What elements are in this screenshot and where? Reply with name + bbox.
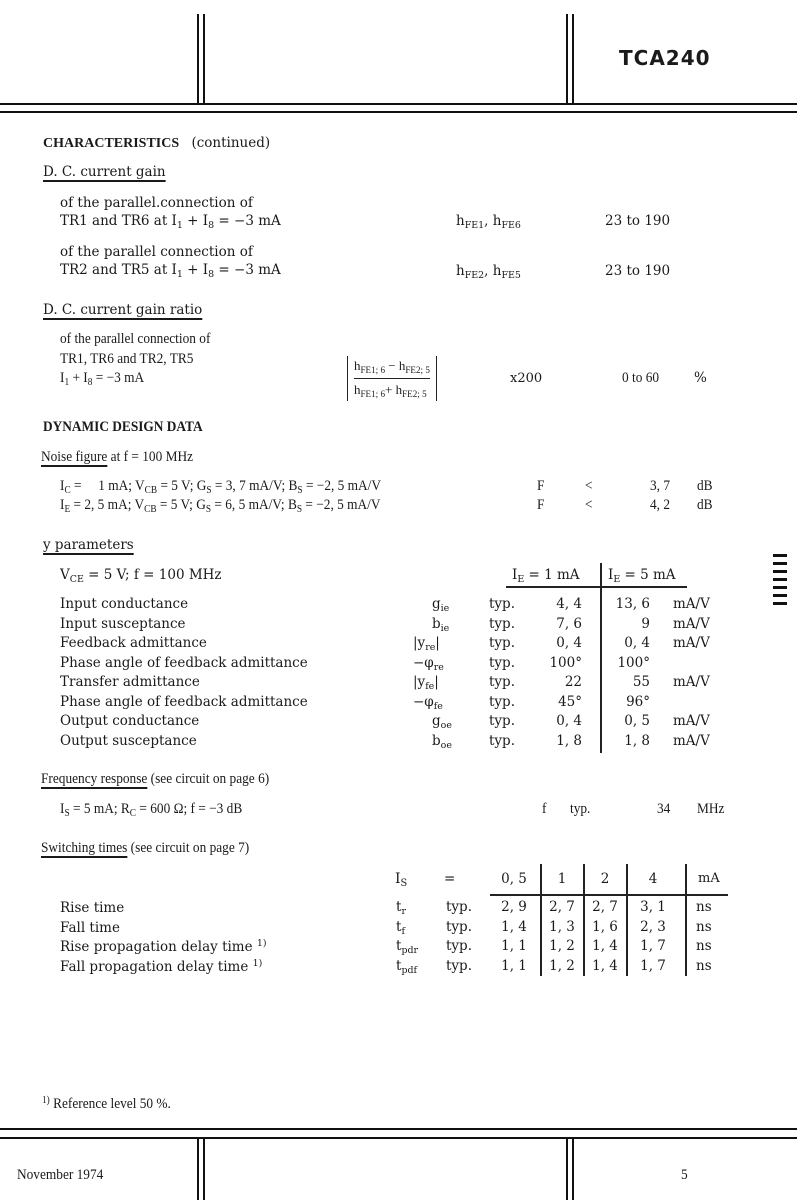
- formula-sub: FE1; 6: [360, 389, 386, 399]
- footer-frame-line: [566, 1137, 568, 1200]
- symbol-text: |y: [413, 635, 426, 651]
- header-text: = 1 mA: [524, 567, 580, 583]
- switching-header-rule: [490, 894, 728, 896]
- y-param-symbol: [413, 655, 453, 673]
- cond-sub: 1: [176, 220, 183, 231]
- heading-tail: (see circuit on page 7): [127, 840, 250, 856]
- dynamic-title: [43, 419, 216, 436]
- footnote-ref: 1): [256, 938, 267, 949]
- y-param-row: [0, 616, 797, 635]
- y-param-row: [0, 694, 797, 713]
- frequency-response-condition: [60, 801, 242, 819]
- switching-unit: ns: [696, 957, 712, 974]
- y-param-unit: mA/V: [673, 635, 710, 651]
- y-param-value-5ma: 0, 5: [624, 713, 650, 729]
- symbol-text: h: [456, 263, 465, 279]
- switching-value: 2, 3: [640, 918, 666, 935]
- symbol-sub: f: [401, 925, 405, 937]
- cond-text: V: [60, 567, 70, 583]
- symbol-text: h: [456, 213, 465, 229]
- cond-sub: C: [64, 485, 71, 496]
- y-param-label: Input susceptance: [60, 615, 186, 632]
- y-param-typ: typ.: [489, 654, 515, 671]
- dc-gain-ratio-line3: [60, 370, 144, 388]
- y-param-label: Output susceptance: [60, 732, 197, 749]
- symbol-sub: fe: [433, 700, 443, 712]
- cond-text: = 3, 7 mA/V; B: [211, 478, 298, 494]
- label-text: Fall time: [60, 919, 120, 936]
- symbol-sub: re: [433, 661, 444, 673]
- formula-multiplier: x200: [510, 371, 543, 386]
- y-param-value-1ma: 22: [564, 674, 582, 690]
- noise-row-2-unit: dB: [697, 497, 713, 513]
- y-param-value-1ma: 7, 6: [556, 615, 582, 632]
- cond-text: I: [60, 478, 65, 494]
- frequency-response-heading: [41, 771, 269, 788]
- switching-value: 1, 6: [592, 918, 618, 935]
- switching-row: [0, 919, 797, 938]
- y-param-value-1ma: 100°: [549, 654, 582, 671]
- dc-gain-row-2-symbol: [456, 263, 521, 281]
- formula-text: h: [354, 358, 361, 373]
- symbol-text: g: [432, 596, 441, 612]
- noise-row-1-rel: <: [585, 478, 593, 494]
- formula-text: + h: [385, 382, 403, 397]
- y-param-label: Phase angle of feedback admittance: [60, 693, 308, 710]
- symbol-sub: r: [401, 906, 406, 917]
- tab-mark: [773, 554, 787, 557]
- y-param-value-5ma: 55: [632, 674, 650, 690]
- y-param-symbol: [413, 674, 453, 692]
- switching-header-unit: mA: [698, 871, 720, 886]
- switching-value: 1, 1: [501, 957, 527, 974]
- y-param-symbol: [432, 733, 472, 751]
- cond-text: = 600 Ω; f = −3 dB: [136, 801, 243, 817]
- switching-row: [0, 958, 797, 977]
- formula-text: h: [354, 382, 361, 397]
- footer-frame-line: [572, 1137, 574, 1200]
- footer-frame-line: [203, 1137, 205, 1200]
- cond-text: = 5 mA; R: [69, 801, 130, 817]
- cond-sub: CB: [144, 504, 157, 515]
- y-param-row: [0, 733, 797, 752]
- switching-value: 2, 7: [549, 899, 575, 915]
- switching-column-header: 4: [648, 871, 658, 887]
- cond-text: = 1 mA; V: [70, 478, 145, 494]
- cond-text: = 2, 5 mA; V: [70, 497, 145, 513]
- footnote: [42, 1095, 171, 1113]
- tab-mark: [773, 586, 787, 589]
- formula-numerator: [354, 356, 430, 379]
- cond-text: + I: [182, 213, 209, 229]
- symbol-sub: oe: [440, 739, 452, 751]
- y-param-typ: typ.: [489, 713, 515, 729]
- switching-symbol: [396, 919, 405, 937]
- y-param-unit: mA/V: [673, 674, 710, 690]
- y-param-value-5ma: 0, 4: [624, 635, 650, 651]
- switching-value: 1, 4: [501, 918, 527, 935]
- symbol-text: |y: [413, 674, 426, 690]
- header-text: = 5 mA: [620, 567, 676, 583]
- switching-value: 1, 7: [640, 938, 666, 954]
- cond-text: I: [60, 370, 65, 386]
- cond-text: = 5 V; G: [156, 497, 206, 513]
- cond-sub: 1: [64, 377, 70, 388]
- formula-sub: FE2; 5: [402, 389, 427, 399]
- symbol-sub: FE5: [501, 270, 521, 281]
- switching-label: [60, 938, 267, 955]
- symbol-sub: pdf: [401, 964, 418, 976]
- switching-column-header: 0, 5: [501, 871, 527, 887]
- heading-tail: (see circuit on page 6): [147, 771, 270, 787]
- symbol-text: t: [396, 938, 402, 954]
- switching-unit: ns: [696, 938, 712, 954]
- y-param-value-5ma: 9: [641, 615, 650, 632]
- symbol-text: |: [434, 674, 439, 690]
- switching-value: 1, 4: [592, 938, 618, 954]
- switching-typ: typ.: [446, 938, 472, 954]
- cond-sub: S: [64, 808, 70, 819]
- label-text: Rise propagation delay time: [60, 939, 257, 955]
- noise-row-2-condition: [60, 497, 380, 515]
- footer-rule: [0, 1137, 797, 1139]
- dc-gain-row-1-symbol: [456, 213, 521, 231]
- y-param-row: [0, 635, 797, 654]
- tab-mark: [773, 578, 787, 581]
- y-col-header-1: [512, 567, 580, 585]
- dc-gain-row-1-value: 23 to 190: [605, 213, 671, 229]
- switching-typ: typ.: [446, 899, 472, 915]
- dc-gain-row-2-line2: [60, 262, 281, 280]
- header-rule: [0, 111, 797, 113]
- y-param-unit: mA/V: [673, 596, 710, 612]
- dc-gain-ratio-unit: %: [694, 370, 707, 386]
- noise-row-2-rel: <: [585, 497, 593, 513]
- y-param-value-1ma: 0, 4: [556, 713, 582, 729]
- cond-sub: S: [205, 504, 212, 515]
- cond-text: I: [60, 497, 65, 513]
- cond-text: = −3 mA: [92, 370, 145, 386]
- heading-text: Switching times: [41, 840, 128, 856]
- heading-text: Noise figure: [41, 449, 108, 465]
- dc-gain-row-2-value: 23 to 190: [605, 263, 671, 279]
- y-param-typ: typ.: [489, 732, 515, 749]
- y-param-typ: typ.: [489, 693, 515, 710]
- switching-value: 1, 1: [501, 938, 527, 954]
- symbol-text: t: [396, 918, 402, 935]
- switching-header-eq: =: [444, 871, 456, 887]
- y-param-value-5ma: 100°: [617, 654, 650, 671]
- header-sub: E: [613, 574, 621, 585]
- header-text: I: [395, 871, 401, 887]
- characteristics-title: [43, 135, 270, 152]
- switching-value: 1, 2: [549, 957, 575, 974]
- dc-gain-row-1-line1: of the parallel.connection of: [60, 195, 253, 211]
- noise-row-1-symbol: F: [537, 478, 545, 494]
- noise-row-1-value: 3, 7: [650, 478, 671, 494]
- switching-value: 2, 9: [501, 899, 527, 915]
- switching-header-symbol: [395, 871, 407, 889]
- y-param-unit: mA/V: [673, 713, 710, 729]
- switching-value: 3, 1: [640, 899, 666, 915]
- cond-sub: 8: [87, 377, 93, 388]
- switching-unit: ns: [696, 899, 712, 915]
- y-param-symbol: [432, 616, 472, 634]
- dc-gain-row-1-line2: [60, 213, 281, 231]
- switching-symbol: [396, 938, 418, 956]
- y-param-label: Transfer admittance: [60, 674, 200, 690]
- cond-text: = 6, 5 mA/V; B: [211, 497, 297, 513]
- switching-label: [60, 919, 120, 936]
- label-text: Rise time: [60, 900, 125, 916]
- y-param-unit: mA/V: [673, 732, 710, 749]
- y-param-unit: mA/V: [673, 615, 710, 632]
- part-number: TCA240: [619, 46, 711, 70]
- cond-text: = −2, 5 mA/V: [302, 497, 381, 513]
- footnote-text: Reference level 50 %.: [49, 1096, 171, 1112]
- y-param-value-5ma: 1, 8: [624, 732, 650, 749]
- frequency-response-value: 34: [657, 801, 671, 817]
- switching-typ: typ.: [446, 918, 472, 935]
- dc-gain-ratio-value: 0 to 60: [622, 370, 660, 386]
- symbol-sub: FE2: [464, 270, 485, 281]
- switching-label: [60, 899, 124, 916]
- cond-sub: C: [129, 808, 137, 819]
- noise-row-1-condition: [60, 478, 381, 496]
- header-sub: S: [400, 878, 408, 889]
- y-param-label: Feedback admittance: [60, 635, 207, 651]
- tab-mark: [773, 594, 787, 597]
- gain-ratio-formula: [347, 356, 437, 401]
- section-title: DYNAMIC DESIGN DATA: [43, 419, 203, 435]
- cond-text: + I: [69, 370, 88, 386]
- header-rule: [0, 103, 797, 105]
- switching-symbol: [396, 958, 417, 976]
- y-col-header-2: [608, 567, 676, 585]
- y-parameters-heading: y parameters: [43, 537, 134, 553]
- symbol-sub: pdr: [401, 945, 419, 956]
- header-text: I: [608, 567, 614, 583]
- y-table-header-rule: [506, 586, 687, 588]
- dc-gain-row-2-line1: of the parallel connection of: [60, 244, 253, 260]
- header-frame-line: [572, 14, 574, 103]
- y-param-value-5ma: 13, 6: [615, 596, 650, 612]
- symbol-text: , h: [484, 263, 502, 279]
- switching-value: 1, 2: [549, 938, 575, 954]
- dc-gain-ratio-heading: D. C. current gain ratio: [43, 302, 203, 318]
- page-number: 5: [681, 1167, 688, 1183]
- heading-text: Frequency response: [41, 771, 148, 787]
- switching-unit: ns: [696, 918, 712, 935]
- tab-mark: [773, 562, 787, 565]
- symbol-text: −φ: [413, 693, 434, 710]
- y-param-symbol: [432, 596, 472, 614]
- footer-frame-line: [197, 1137, 199, 1200]
- symbol-text: t: [396, 899, 402, 915]
- cond-text: TR1 and TR6 at I: [60, 213, 177, 229]
- switching-times-heading: [41, 840, 249, 857]
- y-parameters-condition: [60, 567, 222, 585]
- symbol-sub: FE6: [501, 220, 521, 231]
- y-param-label: Phase angle of feedback admittance: [60, 654, 308, 671]
- switching-label: [60, 958, 262, 975]
- cond-text: = −3 mA: [214, 262, 281, 278]
- frequency-response-unit: MHz: [697, 801, 725, 817]
- cond-text: + I: [182, 262, 209, 278]
- label-text: Fall propagation delay time: [60, 958, 253, 975]
- section-title: CHARACTERISTICS: [43, 136, 180, 151]
- cond-text: = −3 mA: [214, 213, 281, 229]
- cond-sub: S: [206, 485, 212, 496]
- y-param-value-1ma: 1, 8: [556, 732, 582, 749]
- switching-row: [0, 899, 797, 918]
- formula-text: − h: [385, 358, 406, 373]
- tab-mark: [773, 570, 787, 573]
- y-param-label: Output conductance: [60, 713, 200, 729]
- footer-date: November 1974: [17, 1167, 104, 1183]
- symbol-text: |: [435, 635, 440, 651]
- switching-value: 1, 7: [640, 957, 666, 974]
- symbol-sub: ie: [440, 603, 450, 614]
- cond-text: = 5 V; G: [157, 478, 207, 494]
- noise-row-2-symbol: F: [537, 497, 545, 513]
- symbol-sub: re: [425, 642, 436, 653]
- header-text: I: [512, 567, 518, 583]
- switching-typ: typ.: [446, 957, 472, 974]
- y-param-value-1ma: 4, 4: [556, 596, 582, 612]
- cond-sub: CB: [144, 485, 158, 496]
- switching-column-header: 2: [600, 871, 610, 887]
- y-param-typ: typ.: [489, 635, 515, 651]
- noise-row-1-unit: dB: [697, 478, 713, 494]
- cond-text: = 5 V; f = 100 MHz: [83, 567, 222, 583]
- formula-sub: FE1; 6: [360, 365, 386, 375]
- switching-symbol: [396, 899, 406, 917]
- cond-sub: CE: [69, 574, 84, 585]
- symbol-text: t: [396, 957, 402, 974]
- cond-sub: 1: [176, 269, 183, 280]
- frequency-response-symbol: f: [542, 801, 547, 817]
- frequency-response-typ: typ.: [570, 801, 591, 817]
- footnote-ref: 1): [252, 957, 263, 969]
- y-param-row: [0, 674, 797, 693]
- symbol-sub: fe: [425, 681, 435, 692]
- y-param-value-5ma: 96°: [626, 693, 650, 710]
- dc-gain-ratio-line2: TR1, TR6 and TR2, TR5: [60, 351, 194, 367]
- header-frame-line: [566, 14, 568, 103]
- cond-sub: 8: [208, 269, 215, 280]
- y-param-symbol: [413, 694, 453, 712]
- continued-label: (continued): [191, 135, 271, 151]
- switching-column-header: 1: [557, 871, 567, 887]
- cond-sub: E: [64, 504, 71, 515]
- footer-rule: [0, 1128, 797, 1130]
- header-frame-line: [203, 14, 205, 103]
- cond-text: TR2 and TR5 at I: [60, 262, 177, 278]
- y-param-row: [0, 655, 797, 674]
- cond-sub: 8: [208, 220, 215, 231]
- cond-sub: S: [297, 485, 303, 496]
- y-param-value-1ma: 45°: [558, 693, 582, 710]
- y-param-typ: typ.: [489, 596, 515, 612]
- heading-tail: at f = 100 MHz: [107, 449, 194, 465]
- y-param-row: [0, 596, 797, 615]
- y-param-symbol: [432, 713, 472, 731]
- y-param-typ: typ.: [489, 615, 515, 632]
- header-sub: E: [517, 574, 525, 585]
- formula-sub: FE2; 5: [405, 365, 430, 375]
- symbol-text: , h: [484, 213, 502, 229]
- y-param-symbol: [413, 635, 453, 653]
- switching-row: [0, 938, 797, 957]
- switching-value: 2, 7: [592, 899, 618, 915]
- y-param-row: [0, 713, 797, 732]
- y-param-value-1ma: 0, 4: [556, 635, 582, 651]
- switching-value: 1, 3: [549, 918, 575, 935]
- symbol-sub: ie: [440, 622, 450, 634]
- footnote-marker: 1): [42, 1095, 50, 1106]
- switching-value: 1, 4: [592, 957, 618, 974]
- cond-text: = −2, 5 mA/V: [302, 478, 382, 494]
- header-frame-line: [197, 14, 199, 103]
- dc-current-gain-heading: D. C. current gain: [43, 164, 166, 180]
- symbol-text: −φ: [413, 654, 434, 671]
- symbol-text: b: [432, 732, 441, 749]
- symbol-sub: oe: [440, 720, 452, 731]
- dc-gain-ratio-line1: of the parallel connection of: [60, 331, 211, 347]
- symbol-text: b: [432, 615, 441, 632]
- y-param-label: Input conductance: [60, 596, 189, 612]
- cond-sub: S: [296, 504, 303, 515]
- noise-figure-heading: [41, 449, 193, 466]
- cond-text: I: [60, 801, 65, 817]
- y-param-typ: typ.: [489, 674, 515, 690]
- tab-mark: [773, 602, 787, 605]
- noise-row-2-value: 4, 2: [650, 497, 671, 513]
- formula-denominator: [354, 379, 430, 401]
- symbol-text: g: [432, 713, 441, 729]
- symbol-sub: FE1: [464, 220, 485, 231]
